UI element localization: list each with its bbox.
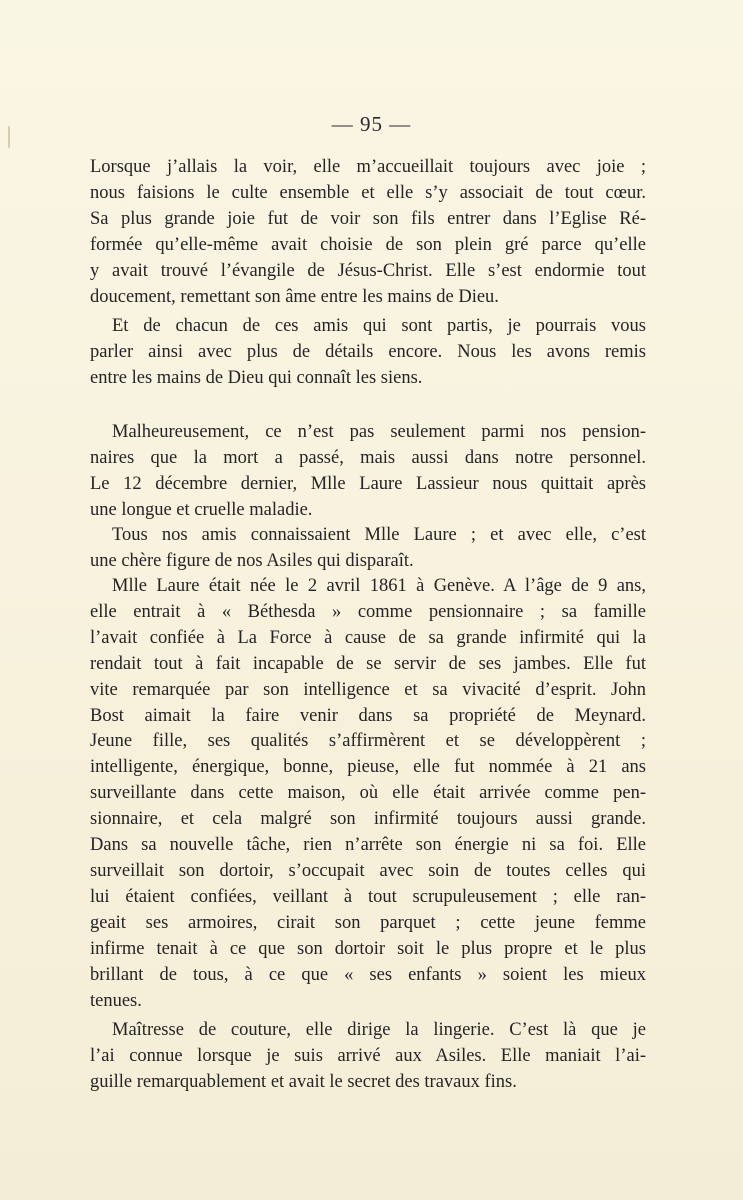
text-line: doucement, remettant son âme entre les mains de Dieu.: [90, 286, 499, 307]
text-line: rendait tout à fait incapable de se servir de ses jambes. Elle fut: [90, 653, 646, 674]
text-line: infirme tenait à ce que son dortoir soit le plus propre et le plus: [90, 938, 646, 959]
text-line: nous faisions le culte ensemble et elle s’y associait de tout cœur.: [90, 182, 646, 203]
paragraph-4: [90, 523, 646, 575]
text-line: brillant de tous, à ce que « ses enfants » soient les mieux: [90, 964, 646, 985]
text-line: vite remarquée par son intelligence et sa vivacité d’esprit. John: [90, 679, 646, 700]
text-line: naires que la mort a passé, mais aussi dans notre personnel.: [90, 447, 646, 468]
text-line: formée qu’elle-même avait choisie de son plein gré parce qu’elle: [90, 234, 646, 255]
paragraph-1: [90, 155, 646, 310]
text-line: lui étaient confiées, veillant à tout scrupuleusement ; elle ran-: [90, 886, 646, 907]
text-line: l’avait confiée à La Force à cause de sa grande infirmité qui la: [90, 627, 646, 648]
text-line: entre les mains de Dieu qui connaît les siens.: [90, 367, 423, 388]
text-line: Bost aimait la faire venir dans sa propriété de Meynard.: [90, 705, 646, 726]
text-line: parler ainsi avec plus de détails encore. Nous les avons remis: [90, 341, 646, 362]
text-line: tenues.: [90, 990, 142, 1011]
text-line: Lorsque j’allais la voir, elle m’accueillait toujours avec joie ;: [90, 157, 646, 177]
paragraph-2: [90, 314, 646, 392]
text-line: Mlle Laure était née le 2 avril 1861 à Genève. A l’âge de 9 ans,: [112, 576, 646, 596]
text-line: guille remarquablement et avait le secret des travaux fins.: [90, 1071, 517, 1092]
text-line: surveillait son dortoir, s’occupait avec soin de toutes celles qui: [90, 860, 646, 881]
text-line: Jeune fille, ses qualités s’affirmèrent et se développèrent ;: [90, 731, 646, 752]
text-line: Sa plus grande joie fut de voir son fils entrer dans l’Eglise Ré-: [90, 208, 646, 229]
paragraph-5: [90, 574, 646, 1014]
text-line: Dans sa nouvelle tâche, rien n’arrête son énergie ni sa foi. Elle: [90, 835, 646, 856]
text-line: l’ai connue lorsque je suis arrivé aux Asiles. Elle maniait l’ai-: [90, 1045, 646, 1066]
text-line: intelligente, énergique, bonne, pieuse, elle fut nommée à 21 ans: [90, 757, 646, 778]
page-number: — 95 —: [331, 112, 412, 136]
paragraph-6: [90, 1018, 646, 1096]
text-line: Maîtresse de couture, elle dirige la lingerie. C’est là que je: [112, 1020, 646, 1040]
text-line: sionnaire, et cela malgré son infirmité toujours aussi grande.: [90, 809, 646, 830]
text-line: y avait trouvé l’évangile de Jésus-Christ. Elle s’est endormie tout: [90, 260, 646, 281]
text-line: surveillante dans cette maison, où elle était arrivée comme pen-: [90, 783, 646, 804]
text-line: geait ses armoires, cirait son parquet ; cette jeune femme: [90, 912, 646, 933]
text-line: Tous nos amis connaissaient Mlle Laure ; et avec elle, c’est: [112, 525, 646, 545]
paragraph-3: [90, 420, 646, 524]
text-line: Et de chacun de ces amis qui sont partis, je pourrais vous: [112, 316, 646, 336]
text-line: elle entrait à « Béthesda » comme pensionnaire ; sa famille: [90, 601, 646, 622]
text-line: Malheureusement, ce n’est pas seulement parmi nos pension-: [112, 422, 646, 442]
text-line: Le 12 décembre dernier, Mlle Laure Lassieur nous quittait après: [90, 473, 646, 494]
text-line: une longue et cruelle maladie.: [90, 499, 313, 520]
text-line: une chère figure de nos Asiles qui disparaît.: [90, 550, 414, 571]
